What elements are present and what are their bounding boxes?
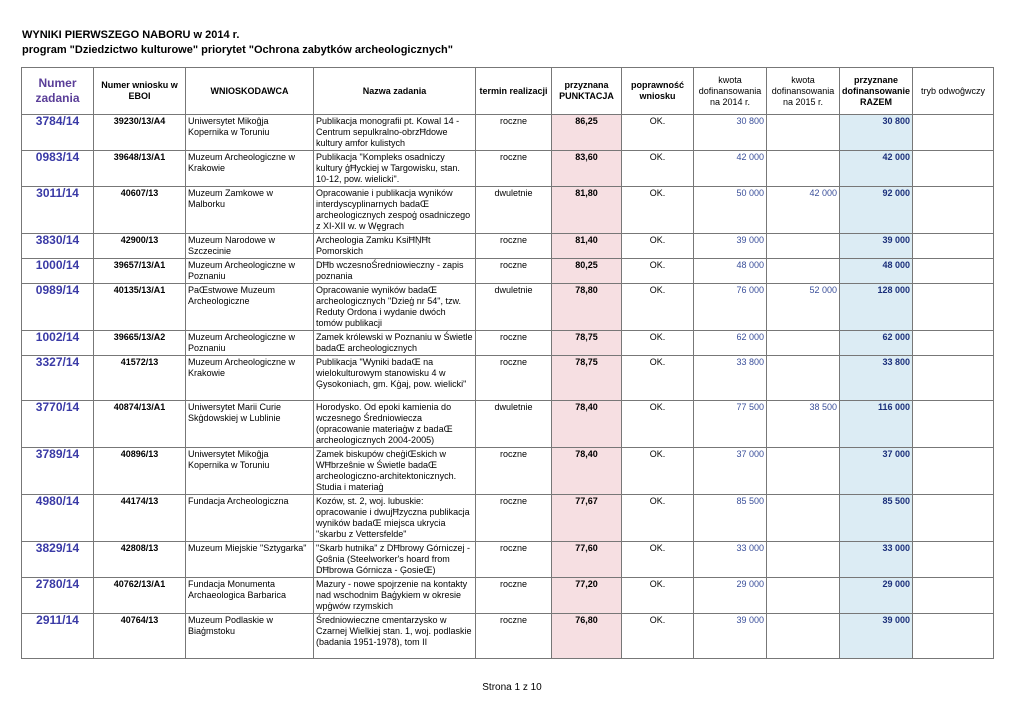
cell-tryb xyxy=(913,187,994,234)
col-kwota-2014: kwota dofinansowania na 2014 r. xyxy=(694,68,767,115)
cell-poprawnosc: OK. xyxy=(622,401,694,448)
cell-kwota-2014: 48 000 xyxy=(694,259,767,284)
cell-punktacja: 77,60 xyxy=(552,542,622,578)
cell-nazwa-zadania: Publikacja "Kompleks osadniczy kultury ģĦyckiej w Targowisku, stan. 10-12, pow. wielicki". xyxy=(314,151,476,187)
table-row xyxy=(22,151,994,187)
cell-wnioskodawca: Uniwersytet Mikoĝja Kopernika w Toruniu xyxy=(186,115,314,151)
cell-kwota-2014: 37 000 xyxy=(694,448,767,495)
cell-numer-zadania: 1000/14 xyxy=(22,259,94,284)
table-row xyxy=(22,284,994,331)
cell-punktacja: 81,80 xyxy=(552,187,622,234)
cell-numer-wniosku: 41572/13 xyxy=(94,356,186,401)
cell-numer-wniosku: 40135/13/A1 xyxy=(94,284,186,331)
cell-numer-wniosku: 40762/13/A1 xyxy=(94,578,186,614)
table-row xyxy=(22,448,994,495)
cell-razem: 62 000 xyxy=(840,331,913,356)
col-kwota-2015: kwota dofinansowania na 2015 r. xyxy=(767,68,840,115)
cell-razem: 48 000 xyxy=(840,259,913,284)
cell-tryb xyxy=(913,151,994,187)
table-row xyxy=(22,234,994,259)
cell-numer-wniosku: 42900/13 xyxy=(94,234,186,259)
cell-punktacja: 80,25 xyxy=(552,259,622,284)
cell-kwota-2015 xyxy=(767,331,840,356)
col-razem: przyznane dofinansowanie RAZEM xyxy=(840,68,913,115)
col-nazwa-zadania: Nazwa zadania xyxy=(314,68,476,115)
cell-termin: roczne xyxy=(476,448,552,495)
cell-numer-zadania: 0989/14 xyxy=(22,284,94,331)
cell-kwota-2014: 62 000 xyxy=(694,331,767,356)
col-wnioskodawca: WNIOSKODAWCA xyxy=(186,68,314,115)
header-line-1: WYNIKI PIERWSZEGO NABORU w 2014 r. xyxy=(22,29,240,41)
cell-kwota-2014: 85 500 xyxy=(694,495,767,542)
cell-punktacja: 78,40 xyxy=(552,448,622,495)
cell-numer-zadania: 3789/14 xyxy=(22,448,94,495)
cell-punktacja: 83,60 xyxy=(552,151,622,187)
table-row xyxy=(22,578,994,614)
cell-termin: roczne xyxy=(476,578,552,614)
table-row xyxy=(22,614,994,659)
cell-numer-zadania: 3327/14 xyxy=(22,356,94,401)
cell-punktacja: 78,75 xyxy=(552,331,622,356)
cell-numer-zadania: 1002/14 xyxy=(22,331,94,356)
cell-kwota-2015 xyxy=(767,448,840,495)
col-tryb: tryb odwoĝwczy xyxy=(913,68,994,115)
cell-tryb xyxy=(913,331,994,356)
cell-numer-zadania: 2780/14 xyxy=(22,578,94,614)
cell-termin: roczne xyxy=(476,331,552,356)
table-row xyxy=(22,542,994,578)
table-row xyxy=(22,115,994,151)
cell-termin: roczne xyxy=(476,115,552,151)
cell-poprawnosc: OK. xyxy=(622,259,694,284)
cell-punktacja: 78,75 xyxy=(552,356,622,401)
header-line-2: program "Dziedzictwo kulturowe" priorytet "Ochrona zabytków archeologicznych" xyxy=(22,44,453,56)
cell-punktacja: 86,25 xyxy=(552,115,622,151)
cell-tryb xyxy=(913,495,994,542)
table-row xyxy=(22,331,994,356)
cell-nazwa-zadania: Opracowanie wyników badaŒ archeologicznych "Dzieģ nr 54", tzw. Reduty Ordona i wydanie dwóch tomów publikacji xyxy=(314,284,476,331)
cell-razem: 37 000 xyxy=(840,448,913,495)
cell-termin: roczne xyxy=(476,234,552,259)
cell-poprawnosc: OK. xyxy=(622,578,694,614)
cell-poprawnosc: OK. xyxy=(622,151,694,187)
cell-razem: 116 000 xyxy=(840,401,913,448)
cell-nazwa-zadania: Publikacja monografii pt. Kowal 14 - Centrum sepulkralno-obrzĦdowe kultury amfor kulistych xyxy=(314,115,476,151)
cell-numer-wniosku: 39657/13/A1 xyxy=(94,259,186,284)
cell-termin: dwuletnie xyxy=(476,187,552,234)
cell-tryb xyxy=(913,578,994,614)
cell-razem: 85 500 xyxy=(840,495,913,542)
cell-numer-wniosku: 42808/13 xyxy=(94,542,186,578)
table-row xyxy=(22,401,994,448)
cell-razem: 92 000 xyxy=(840,187,913,234)
cell-wnioskodawca: Muzeum Zamkowe w Malborku xyxy=(186,187,314,234)
cell-nazwa-zadania: Publikacja "Wyniki badaŒ na wielokulturowym stanowisku 4 w Ģysokoniach, gm. Kģaj, pow. wielicki" xyxy=(314,356,476,401)
cell-termin: roczne xyxy=(476,151,552,187)
col-poprawnosc: poprawność wniosku xyxy=(622,68,694,115)
cell-tryb xyxy=(913,234,994,259)
cell-kwota-2015 xyxy=(767,356,840,401)
cell-poprawnosc: OK. xyxy=(622,356,694,401)
cell-wnioskodawca: Muzeum Archeologiczne w Poznaniu xyxy=(186,331,314,356)
col-punktacja: przyznana PUNKTACJA xyxy=(552,68,622,115)
cell-wnioskodawca: Fundacja Archeologiczna xyxy=(186,495,314,542)
cell-kwota-2014: 33 000 xyxy=(694,542,767,578)
cell-nazwa-zadania: Średniowieczne cmentarzysko w Czarnej Wielkiej stan. 1, woj. podlaskie (badania 1951-1978), tom II xyxy=(314,614,476,659)
cell-numer-zadania: 3770/14 xyxy=(22,401,94,448)
cell-wnioskodawca: Muzeum Archeologiczne w Poznaniu xyxy=(186,259,314,284)
cell-nazwa-zadania: "Skarb hutnika" z DĦbrowy Górniczej - Ģoŝnia (Steelworker's hoard from DĦbrowa Górnicza - ĢosieŒ) xyxy=(314,542,476,578)
cell-tryb xyxy=(913,356,994,401)
cell-kwota-2014: 77 500 xyxy=(694,401,767,448)
cell-razem: 39 000 xyxy=(840,234,913,259)
cell-poprawnosc: OK. xyxy=(622,234,694,259)
cell-numer-wniosku: 44174/13 xyxy=(94,495,186,542)
cell-poprawnosc: OK. xyxy=(622,331,694,356)
cell-tryb xyxy=(913,259,994,284)
table-row xyxy=(22,259,994,284)
cell-numer-zadania: 2911/14 xyxy=(22,614,94,659)
table-row xyxy=(22,356,994,401)
cell-kwota-2015 xyxy=(767,151,840,187)
cell-kwota-2015: 42 000 xyxy=(767,187,840,234)
cell-wnioskodawca: Muzeum Archeologiczne w Krakowie xyxy=(186,356,314,401)
page-footer: Strona 1 z 10 xyxy=(482,682,542,693)
cell-numer-wniosku: 39665/13/A2 xyxy=(94,331,186,356)
cell-nazwa-zadania: Archeologia Zamku KsiĦŅĦt Pomorskich xyxy=(314,234,476,259)
cell-nazwa-zadania: Opracowanie i publikacja wyników interdyscyplinarnych badaŒ archeologicznych zespoģ osadniczego z XI-XII w. w Węgrach xyxy=(314,187,476,234)
cell-razem: 39 000 xyxy=(840,614,913,659)
cell-kwota-2015: 52 000 xyxy=(767,284,840,331)
col-termin: termin realizacji xyxy=(476,68,552,115)
cell-kwota-2015: 38 500 xyxy=(767,401,840,448)
cell-kwota-2014: 33 800 xyxy=(694,356,767,401)
cell-nazwa-zadania: Zamek królewski w Poznaniu w Świetle badaŒ archeologicznych xyxy=(314,331,476,356)
cell-kwota-2015 xyxy=(767,542,840,578)
cell-numer-zadania: 0983/14 xyxy=(22,151,94,187)
results-table xyxy=(21,67,994,659)
cell-poprawnosc: OK. xyxy=(622,115,694,151)
cell-poprawnosc: OK. xyxy=(622,542,694,578)
cell-termin: roczne xyxy=(476,542,552,578)
cell-numer-wniosku: 40607/13 xyxy=(94,187,186,234)
cell-tryb xyxy=(913,115,994,151)
cell-poprawnosc: OK. xyxy=(622,284,694,331)
cell-punktacja: 76,80 xyxy=(552,614,622,659)
cell-termin: roczne xyxy=(476,614,552,659)
cell-punktacja: 81,40 xyxy=(552,234,622,259)
table-row xyxy=(22,495,994,542)
col-numer-wniosku: Numer wniosku w EBOI xyxy=(94,68,186,115)
cell-kwota-2014: 76 000 xyxy=(694,284,767,331)
cell-razem: 42 000 xyxy=(840,151,913,187)
cell-numer-wniosku: 40896/13 xyxy=(94,448,186,495)
table-row xyxy=(22,187,994,234)
cell-wnioskodawca: Fundacja Monumenta Archaeologica Barbarica xyxy=(186,578,314,614)
cell-kwota-2014: 50 000 xyxy=(694,187,767,234)
cell-kwota-2014: 42 000 xyxy=(694,151,767,187)
cell-kwota-2014: 39 000 xyxy=(694,234,767,259)
cell-nazwa-zadania: Kozów, st. 2, woj. lubuskie: opracowanie i dwujĦzyczna publikacja wyników badaŒ miejsca ukrycia "skarbu z Vettersfelde" xyxy=(314,495,476,542)
cell-numer-zadania: 3830/14 xyxy=(22,234,94,259)
cell-kwota-2014: 39 000 xyxy=(694,614,767,659)
cell-termin: roczne xyxy=(476,259,552,284)
cell-kwota-2015 xyxy=(767,578,840,614)
cell-wnioskodawca: Muzeum Miejskie "Sztygarka" xyxy=(186,542,314,578)
cell-tryb xyxy=(913,542,994,578)
cell-punktacja: 77,67 xyxy=(552,495,622,542)
cell-kwota-2015 xyxy=(767,234,840,259)
cell-poprawnosc: OK. xyxy=(622,495,694,542)
cell-wnioskodawca: Muzeum Narodowe w Szczecinie xyxy=(186,234,314,259)
cell-razem: 29 000 xyxy=(840,578,913,614)
cell-razem: 30 800 xyxy=(840,115,913,151)
cell-wnioskodawca: Uniwersytet Marii Curie Skģdowskiej w Lublinie xyxy=(186,401,314,448)
cell-wnioskodawca: PaŒstwowe Muzeum Archeologiczne xyxy=(186,284,314,331)
cell-razem: 33 000 xyxy=(840,542,913,578)
cell-wnioskodawca: Muzeum Podlaskie w Biaģmstoku xyxy=(186,614,314,659)
cell-nazwa-zadania: Zamek biskupów cheģiŒskich w WĦbrzeŝnie w Świetle badaŒ archeologiczno-architektonicznych. Studia i materiaģ xyxy=(314,448,476,495)
cell-poprawnosc: OK. xyxy=(622,187,694,234)
cell-termin: roczne xyxy=(476,356,552,401)
cell-tryb xyxy=(913,284,994,331)
cell-numer-zadania: 3829/14 xyxy=(22,542,94,578)
cell-kwota-2014: 29 000 xyxy=(694,578,767,614)
cell-wnioskodawca: Muzeum Archeologiczne w Krakowie xyxy=(186,151,314,187)
cell-numer-zadania: 4980/14 xyxy=(22,495,94,542)
cell-termin: dwuletnie xyxy=(476,284,552,331)
cell-numer-wniosku: 39230/13/A4 xyxy=(94,115,186,151)
cell-tryb xyxy=(913,448,994,495)
cell-punktacja: 78,80 xyxy=(552,284,622,331)
cell-poprawnosc: OK. xyxy=(622,614,694,659)
cell-nazwa-zadania: Horodysko. Od epoki kamienia do wczesnego Średniowiecza (opracowanie materiaģw z badaŒ archeologicznych 2004-2005) xyxy=(314,401,476,448)
cell-termin: dwuletnie xyxy=(476,401,552,448)
cell-punktacja: 78,40 xyxy=(552,401,622,448)
cell-numer-zadania: 3784/14 xyxy=(22,115,94,151)
cell-numer-wniosku: 39648/13/A1 xyxy=(94,151,186,187)
cell-kwota-2014: 30 800 xyxy=(694,115,767,151)
cell-punktacja: 77,20 xyxy=(552,578,622,614)
cell-termin: roczne xyxy=(476,495,552,542)
cell-numer-wniosku: 40764/13 xyxy=(94,614,186,659)
col-numer-zadania: Numer zadania xyxy=(22,68,94,115)
cell-wnioskodawca: Uniwersytet Mikoĝja Kopernika w Toruniu xyxy=(186,448,314,495)
cell-razem: 33 800 xyxy=(840,356,913,401)
cell-kwota-2015 xyxy=(767,495,840,542)
table-header-row xyxy=(22,68,994,115)
cell-nazwa-zadania: DĦb wczesnoŚredniowieczny - zapis poznania xyxy=(314,259,476,284)
cell-numer-wniosku: 40874/13/A1 xyxy=(94,401,186,448)
cell-nazwa-zadania: Mazury - nowe spojrzenie na kontakty nad wschodnim Baģykiem w okresie wpģwów rzymskich xyxy=(314,578,476,614)
cell-tryb xyxy=(913,401,994,448)
document-header xyxy=(22,28,453,58)
cell-razem: 128 000 xyxy=(840,284,913,331)
cell-kwota-2015 xyxy=(767,614,840,659)
cell-tryb xyxy=(913,614,994,659)
cell-poprawnosc: OK. xyxy=(622,448,694,495)
cell-numer-zadania: 3011/14 xyxy=(22,187,94,234)
cell-kwota-2015 xyxy=(767,115,840,151)
cell-kwota-2015 xyxy=(767,259,840,284)
